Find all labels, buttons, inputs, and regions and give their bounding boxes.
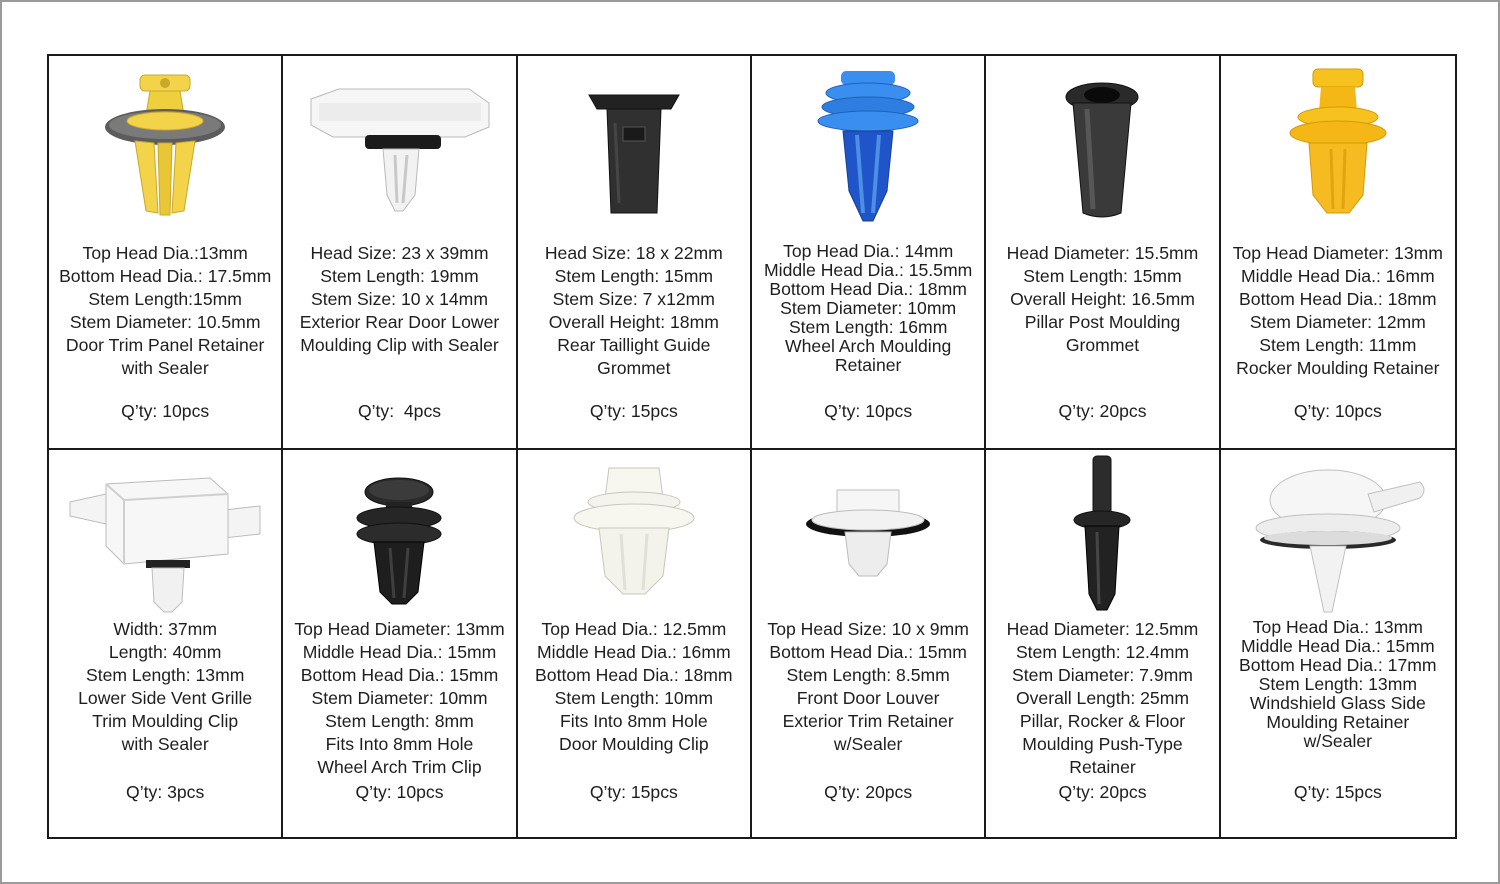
- clip-specs: [1221, 618, 1455, 751]
- clip-quantity: Q’ty: 10pcs: [121, 401, 210, 421]
- spec-line: Head Size: 23 x 39mm: [310, 243, 489, 263]
- spec-line: Stem Length: 13mm: [1258, 674, 1418, 694]
- spec-line: Windshield Glass Side: [1249, 693, 1426, 713]
- spec-line: Head Diameter: 15.5mm: [1006, 243, 1199, 263]
- clip-image-rear-taillight-guide-grommet: [518, 62, 750, 234]
- spec-line: Rocker Moulding Retainer: [1236, 358, 1440, 378]
- spec-line: Stem Diameter: 10.5mm: [69, 312, 261, 332]
- clip-quantity: Q’ty: 20pcs: [1058, 401, 1147, 421]
- spec-line: Moulding Retainer: [1266, 712, 1410, 732]
- spec-line: Retainer: [1069, 757, 1136, 777]
- clip-specs: [1221, 242, 1455, 380]
- spec-line: w/Sealer: [833, 734, 903, 754]
- clip-specs: [283, 618, 515, 779]
- spec-line: with Sealer: [121, 734, 209, 754]
- clip-card-exterior-rear-door-lower-moulding-clip: [283, 56, 517, 450]
- spec-line: Stem Length: 12.4mm: [1015, 642, 1190, 662]
- spec-line: Front Door Louver: [796, 688, 940, 708]
- clip-quantity: Q’ty: 20pcs: [1058, 782, 1147, 802]
- spec-line: Width: 37mm: [113, 619, 217, 639]
- spec-line: Bottom Head Dia.: 15mm: [300, 665, 499, 685]
- spec-line: Grommet: [597, 358, 671, 378]
- clip-quantity: Q’ty: 10pcs: [1293, 401, 1382, 421]
- spec-line: Stem Length: 16mm: [788, 317, 948, 337]
- spec-line: Exterior Rear Door Lower: [299, 312, 500, 332]
- spec-line: Middle Head Dia.: 16mm: [1241, 266, 1435, 286]
- clip-quantity: Q’ty: 15pcs: [1293, 782, 1382, 802]
- spec-line: Stem Length: 15mm: [1023, 266, 1182, 286]
- spec-line: Middle Head Dia.: 15mm: [1241, 636, 1435, 656]
- spec-line: Bottom Head Dia.: 17.5mm: [59, 266, 272, 286]
- spec-line: Pillar Post Moulding: [1024, 312, 1181, 332]
- clip-card-lower-side-vent-grille-trim-moulding-clip: [49, 450, 283, 837]
- clip-card-windshield-glass-side-moulding-retainer: [1221, 450, 1455, 837]
- clip-specs: [518, 242, 750, 380]
- clip-specs: [518, 618, 750, 756]
- spec-line: Bottom Head Dia.: 18mm: [1239, 289, 1437, 309]
- spec-line: Stem Diameter: 12mm: [1249, 312, 1426, 332]
- spec-line: Rear Taillight Guide: [557, 335, 711, 355]
- spec-line: Exterior Trim Retainer: [782, 711, 954, 731]
- spec-line: Middle Head Dia.: 16mm: [537, 642, 731, 662]
- clip-image-rocker-moulding-retainer: [1221, 62, 1455, 234]
- clip-card-door-trim-panel-retainer: [49, 56, 283, 450]
- spec-line: Moulding Clip with Sealer: [300, 335, 499, 355]
- spec-line: Overall Height: 16.5mm: [1010, 289, 1195, 309]
- clip-image-wheel-arch-trim-clip: [283, 454, 515, 618]
- clip-quantity: Q’ty: 4pcs: [357, 401, 442, 421]
- spec-line: Stem Size: 10 x 14mm: [311, 289, 488, 309]
- spec-line: Top Head Dia.:13mm: [82, 243, 248, 263]
- clip-quantity: Q’ty: 15pcs: [589, 401, 678, 421]
- spec-line: Top Head Diameter: 13mm: [1232, 243, 1443, 263]
- spec-line: Overall Length: 25mm: [1015, 688, 1190, 708]
- clip-image-door-trim-panel-retainer: [49, 62, 281, 234]
- spec-line: Stem Length: 11mm: [1259, 335, 1417, 355]
- spec-line: Wheel Arch Moulding: [785, 336, 952, 356]
- spec-line: Stem Length: 19mm: [320, 266, 479, 286]
- spec-line: Head Size: 18 x 22mm: [544, 243, 723, 263]
- spec-line: Top Head Diameter: 13mm: [294, 619, 505, 639]
- clip-card-wheel-arch-moulding-retainer: [752, 56, 986, 450]
- spec-line: Stem Diameter: 10mm: [311, 688, 488, 708]
- spec-line: Top Head Dia.: 14mm: [783, 241, 954, 261]
- clip-quantity: Q’ty: 20pcs: [824, 782, 913, 802]
- spec-line: Top Head Dia.: 13mm: [1252, 617, 1423, 637]
- clip-card-door-moulding-clip: [518, 450, 752, 837]
- spec-line: Head Diameter: 12.5mm: [1006, 619, 1199, 639]
- spec-line: Stem Length: 8mm: [325, 711, 474, 731]
- spec-line: Lower Side Vent Grille: [78, 688, 253, 708]
- spec-line: Stem Length:15mm: [88, 289, 242, 309]
- spec-line: Top Head Size: 10 x 9mm: [767, 619, 969, 639]
- spec-line: Stem Diameter: 7.9mm: [1012, 665, 1193, 685]
- spec-line: Middle Head Dia.: 15.5mm: [764, 260, 973, 280]
- spec-line: Bottom Head Dia.: 18mm: [535, 665, 733, 685]
- spec-line: Stem Length: 10mm: [554, 688, 714, 708]
- clip-card-front-door-louver-exterior-trim-retainer: [752, 450, 986, 837]
- clip-image-wheel-arch-moulding-retainer: [752, 62, 984, 234]
- spec-line: Bottom Head Dia.: 17mm: [1239, 655, 1437, 675]
- spec-line: Stem Length: 15mm: [554, 266, 714, 286]
- clip-card-rocker-moulding-retainer: [1221, 56, 1455, 450]
- spec-line: Stem Size: 7 x12mm: [552, 289, 715, 309]
- clip-specs: [283, 242, 515, 357]
- spec-line: Trim Moulding Clip: [92, 711, 239, 731]
- spec-line: Overall Height: 18mm: [548, 312, 719, 332]
- clip-card-rear-taillight-guide-grommet: [518, 56, 752, 450]
- clip-card-pillar-rocker-floor-push-type-retainer: [986, 450, 1220, 837]
- spec-line: Top Head Dia.: 12.5mm: [541, 619, 727, 639]
- clip-specs: [986, 618, 1218, 779]
- spec-line: Stem Length: 8.5mm: [786, 665, 950, 685]
- spec-line: Fits Into 8mm Hole: [325, 734, 474, 754]
- spec-line: Bottom Head Dia.: 18mm: [769, 279, 967, 299]
- clip-specs: [49, 242, 281, 380]
- clip-specs: [49, 618, 281, 756]
- spec-line: Moulding Push-Type: [1022, 734, 1183, 754]
- clip-image-pillar-post-moulding-grommet: [986, 62, 1218, 234]
- spec-line: Fits Into 8mm Hole: [560, 711, 708, 731]
- spec-line: Wheel Arch Trim Clip: [317, 757, 482, 777]
- spec-line: Pillar, Rocker & Floor: [1019, 711, 1186, 731]
- spec-line: Stem Length: 13mm: [85, 665, 245, 685]
- clip-image-windshield-glass-side-moulding-retainer: [1221, 454, 1455, 618]
- clip-image-exterior-rear-door-lower-moulding-clip: [283, 62, 515, 234]
- clip-card-wheel-arch-trim-clip: [283, 450, 517, 837]
- clip-quantity: Q’ty: 10pcs: [355, 782, 444, 802]
- spec-line: Middle Head Dia.: 15mm: [302, 642, 497, 662]
- spec-line: Bottom Head Dia.: 15mm: [769, 642, 967, 662]
- spec-line: Door Moulding Clip: [559, 734, 709, 754]
- clip-image-lower-side-vent-grille-trim-moulding-clip: [49, 454, 281, 618]
- clip-specs: [752, 618, 984, 756]
- clip-image-door-moulding-clip: [518, 454, 750, 618]
- clip-specs: [752, 242, 984, 375]
- clip-image-front-door-louver-exterior-trim-retainer: [752, 454, 984, 618]
- clip-quantity: Q’ty: 3pcs: [126, 782, 205, 802]
- clip-quantity: Q’ty: 15pcs: [589, 782, 678, 802]
- clip-grid: [47, 54, 1457, 839]
- spec-line: Stem Diameter: 10mm: [780, 298, 957, 318]
- spec-line: with Sealer: [121, 358, 209, 378]
- spec-line: w/Sealer: [1303, 731, 1373, 751]
- spec-line: Grommet: [1065, 335, 1140, 355]
- clip-card-pillar-post-moulding-grommet: [986, 56, 1220, 450]
- clip-quantity: Q’ty: 10pcs: [824, 401, 913, 421]
- spec-line: Door Trim Panel Retainer: [65, 335, 265, 355]
- clip-image-pillar-rocker-floor-push-type-retainer: [986, 454, 1218, 618]
- clip-specs: [986, 242, 1218, 357]
- spec-line: Retainer: [834, 355, 902, 375]
- spec-line: Length: 40mm: [108, 642, 222, 662]
